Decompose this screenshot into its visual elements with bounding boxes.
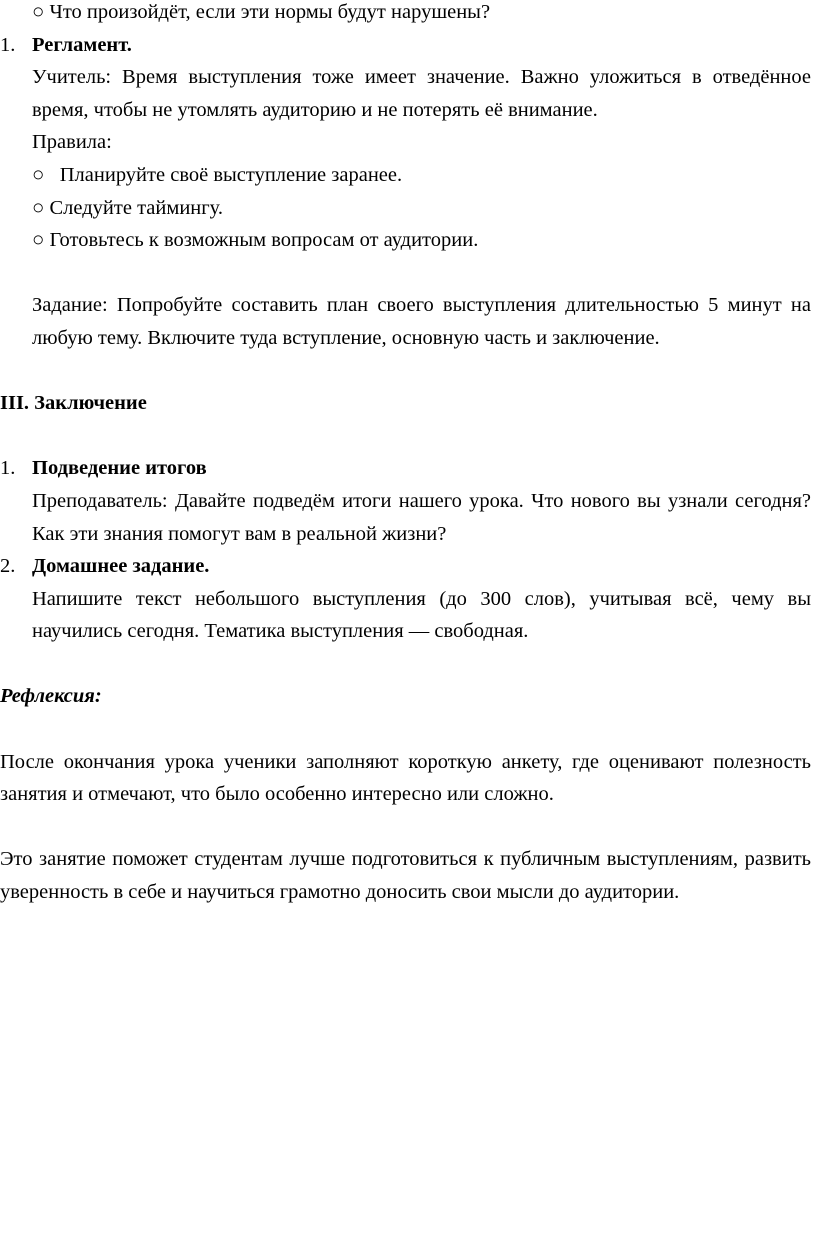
- rule-timing: ○ Следуйте таймингу.: [32, 196, 223, 219]
- section-conclusion-heading: III. Заключение: [0, 392, 147, 415]
- summary-text: Преподаватель: Давайте подведём итоги нашего урока. Что нового вы узнали сегодня? Как эти знания помогут вам в реальной жизни?: [32, 489, 811, 545]
- closing-paragraph: Это занятие поможет студентам лучше подготовиться к публичным выступлениям, развить уверенность в себе и научиться грамотно доносить свои мысли до аудитории.: [0, 848, 811, 904]
- task-paragraph: Задание: Попробуйте составить план своего выступления длительностью 5 минут на любую тему. Включите туда вступление, основную часть и заключение.: [32, 294, 811, 349]
- summary-number: 1.: [0, 457, 16, 480]
- homework-text: Напишите текст небольшого выступления (до 300 слов), учитывая всё, чему вы научились сегодня. Тематика выступления — свободная.: [32, 587, 811, 643]
- rules-label: Правила:: [32, 131, 112, 154]
- summary-title: Подведение итогов: [32, 457, 207, 480]
- reglament-number: 1.: [0, 33, 16, 56]
- reglament-item: [0, 29, 811, 159]
- reflection-paragraph: После окончания урока ученики заполняют короткую анкету, где оценивают полезность занятия и отмечают, что было особенно интересно или сложно.: [0, 750, 811, 806]
- reglament-title: Регламент.: [32, 33, 132, 56]
- reglament-teacher-text: Учитель: Время выступления тоже имеет значение. Важно уложиться в отведённое время, чтобы не утомлять аудиторию и не потерять её внимание.: [32, 66, 811, 121]
- bullet-consequences: ○ Что произойдёт, если эти нормы будут нарушены?: [32, 1, 491, 23]
- homework-title: Домашнее задание.: [32, 555, 210, 578]
- homework-number: 2.: [0, 555, 16, 578]
- rule-plan: ○ Планируйте своё выступление заранее.: [32, 163, 403, 186]
- reflection-heading: Рефлексия:: [0, 685, 102, 708]
- summary-item: [0, 452, 811, 550]
- rule-questions: ○ Готовьтесь к возможным вопросам от аудитории.: [32, 229, 479, 252]
- homework-item: [0, 550, 811, 648]
